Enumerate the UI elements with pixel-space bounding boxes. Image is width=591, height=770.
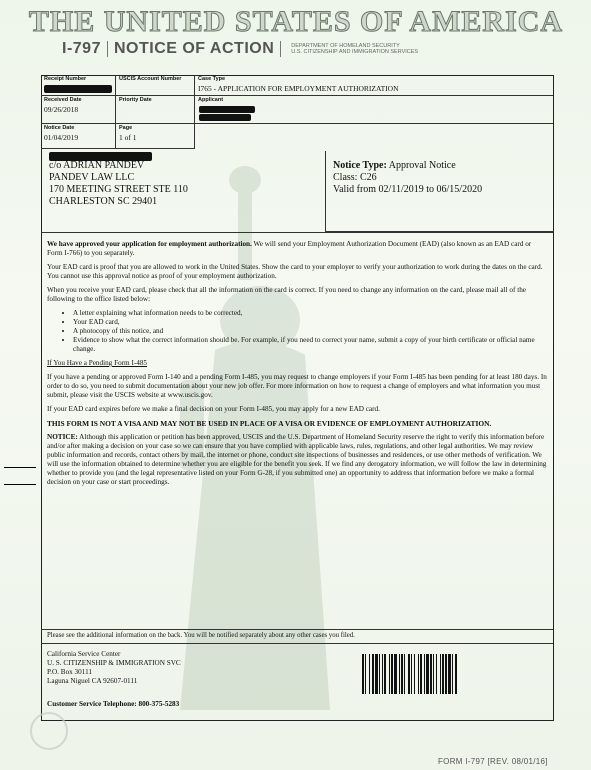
service-center-address xyxy=(47,650,181,686)
approval-detail: We will send your Employment Authorization Document (EAD) (also known as an EAD card or Form I-766) to you separately. xyxy=(47,240,532,257)
applicant-label: Applicant xyxy=(198,97,224,103)
header-divider xyxy=(107,41,108,57)
case-type-value: I765 - APPLICATION FOR EMPLOYMENT AUTHORIZATION xyxy=(198,84,399,93)
page-cell xyxy=(116,124,195,149)
address-line-3: 170 MEETING STREET STE 110 xyxy=(49,184,188,195)
notice-paragraph xyxy=(47,433,547,487)
city-state-zip: Laguna Niguel CA 92607-0111 xyxy=(47,677,138,685)
notice-type-value: Approval Notice xyxy=(388,160,456,171)
i485-paragraph: If you have a pending or approved Form I-140 and a pending Form I-485, you may request to change employers if your Form I-485 has been pending for at least 180 days. In order to do so, you need to submit documentation about your new job offer. For more information on how to request a change of employers and what information you must submit, please visit the USCIS website at www.uscis.gov. xyxy=(47,373,547,399)
case-type-label: Case Type xyxy=(198,76,226,82)
notice-body xyxy=(47,240,547,492)
fold-mark xyxy=(4,467,36,468)
agency-name: U. S. CITIZENSHIP & IMMIGRATION SVC xyxy=(47,659,181,667)
notice-date-value: 01/04/2019 xyxy=(44,133,79,142)
visa-warning: THIS FORM IS NOT A VISA AND MAY NOT BE USED IN PLACE OF A VISA OR EVIDENCE OF EMPLOYMENT AUTHORIZATION. xyxy=(47,419,492,428)
barcode xyxy=(362,654,539,694)
receipt-number-cell xyxy=(41,75,116,96)
form-header xyxy=(62,40,418,58)
notice-text: Although this application or petition has been approved, USCIS and the U.S. Department of Homeland Security reserve the right to verify this information before and/or after making a decision on your case so we can ensure that you have complied with applicable laws, rules, regulations, and other legal authorities. We may review public information and records, contact others by mail, the internet or phone, conduct site inspections of businesses and residences, or use other methods of verification. We will use the information obtained to determine whether you are eligible for the benefit you seek. If we find any derogatory information, we will follow the law in determining whether to provide you (and the legal representative listed on your Form G-28, if you submitted one) an opportunity to address that information before we make a formal decision on your case or start proceedings. xyxy=(47,433,547,486)
department-line-2: U.S. CITIZENSHIP AND IMMIGRATION SERVICES xyxy=(291,49,419,55)
customer-service-phone: Customer Service Telephone: 800-375-5283 xyxy=(47,700,180,708)
notice-label: NOTICE: xyxy=(47,433,78,441)
notice-type-label: Notice Type: xyxy=(333,160,387,171)
notice-type-info xyxy=(333,160,482,196)
footer-divider xyxy=(41,629,553,630)
correction-paragraph: When you receive your EAD card, please check that all the information on the card is correct. If you need to change any information on the card, please mail all of the following to the office listed below: xyxy=(47,286,526,303)
additional-info-note: Please see the additional information on the back. You will be notified separately about any other cases you filed. xyxy=(47,632,355,639)
case-type-cell xyxy=(195,75,553,96)
header-divider xyxy=(280,41,281,57)
list-item: • Evidence to show what the correct information should be. For example, if you need to correct your name, submit a copy of your birth certificate or official name change. xyxy=(73,336,547,354)
received-date-label: Received Date xyxy=(44,97,82,103)
service-center-name: California Service Center xyxy=(47,650,121,658)
fold-mark xyxy=(4,484,36,485)
ead-renewal-paragraph: If your EAD card expires before we make a final decision on your Form I-485, you may apply for a new EAD card. xyxy=(47,405,380,413)
approval-paragraph xyxy=(47,240,547,258)
barcode-bar xyxy=(457,654,458,694)
receipt-number-label: Receipt Number xyxy=(44,76,87,82)
notice-date-label: Notice Date xyxy=(44,125,75,131)
uscis-account-label: USCIS Account Number xyxy=(119,76,182,82)
received-date-value: 09/26/2018 xyxy=(44,105,79,114)
redacted-applicant-name xyxy=(199,114,251,121)
address-line-1: c/o ADRIAN PANDEV xyxy=(49,160,145,171)
list-item: • A letter explaining what information needs to be corrected, xyxy=(73,309,547,318)
po-box: P.O. Box 30111 xyxy=(47,668,92,676)
form-number: I-797 xyxy=(62,40,101,57)
list-item: • Your EAD card, xyxy=(73,318,547,327)
list-item: • A photocopy of this notice, and xyxy=(73,327,547,336)
received-date-cell xyxy=(41,96,116,124)
seal-icon xyxy=(30,712,68,750)
i485-heading: If You Have a Pending Form I-485 xyxy=(47,359,148,367)
banner-title: THE UNITED STATES OF AMERICA xyxy=(28,5,564,38)
validity-period: Valid from 02/11/2019 to 06/15/2020 xyxy=(333,184,483,195)
page-value: 1 of 1 xyxy=(119,133,137,142)
section-divider xyxy=(41,232,553,233)
notice-date-cell xyxy=(41,124,116,149)
address-line-4: CHARLESTON SC 29401 xyxy=(49,196,158,207)
priority-date-label: Priority Date xyxy=(119,97,152,103)
redacted-applicant-id xyxy=(199,106,255,113)
department-label xyxy=(291,43,418,56)
ead-proof-paragraph: Your EAD card is proof that you are allowed to work in the United States. Show the card to your employer to verify your authorization to work during the dates on the card. You cannot use this approval notice as proof of your employment authorization. xyxy=(47,263,543,280)
uscis-account-cell xyxy=(116,75,195,96)
footer-divider xyxy=(41,643,553,644)
mailing-address xyxy=(49,160,188,208)
redacted-receipt-number xyxy=(44,85,112,93)
approval-statement: We have approved your application for employment authorization. xyxy=(47,240,252,248)
correction-list xyxy=(47,309,547,354)
priority-date-cell xyxy=(116,96,195,124)
address-line-2: PANDEV LAW LLC xyxy=(49,172,135,183)
notice-of-action-title: NOTICE OF ACTION xyxy=(113,40,275,57)
department-line-1: DEPARTMENT OF HOMELAND SECURITY xyxy=(291,42,400,49)
page-label: Page xyxy=(119,125,133,131)
class-value: Class: C26 xyxy=(333,172,377,183)
form-revision: FORM I-797 [REV. 08/01/16] xyxy=(438,757,548,766)
applicant-cell xyxy=(195,96,553,124)
